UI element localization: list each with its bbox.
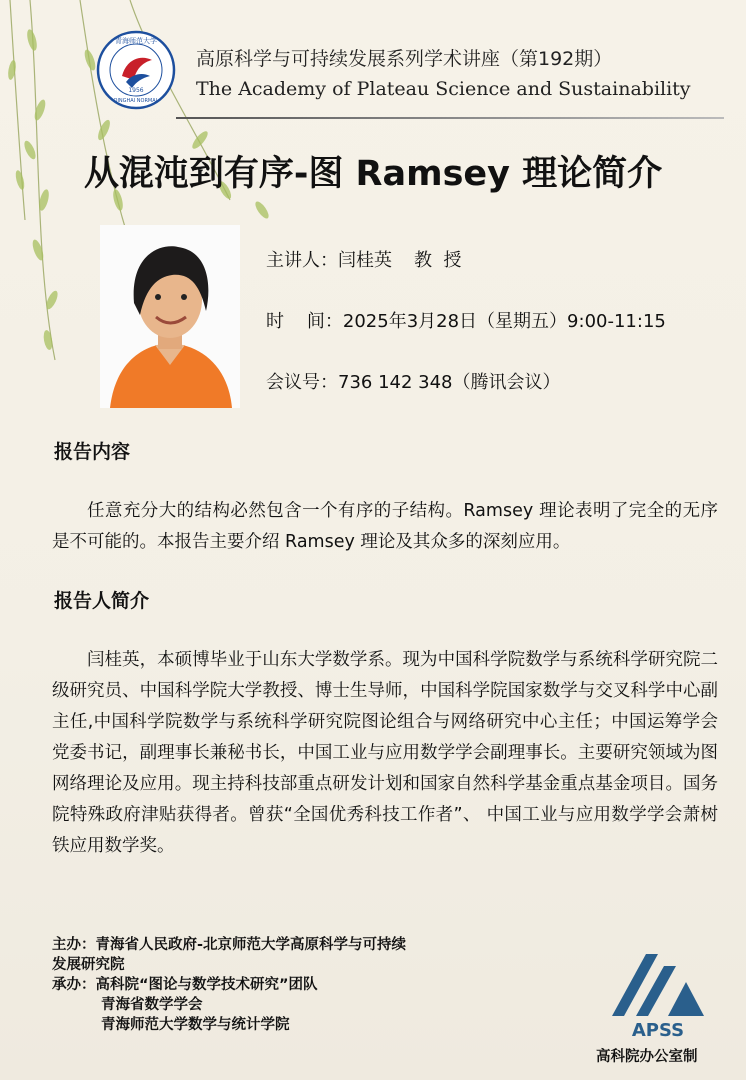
series-title-en: The Academy of Plateau Science and Sustainability: [196, 78, 691, 100]
report-text: 任意充分大的结构必然包含一个有序的子结构。Ramsey 理论表明了完全的无序是不可能的。本报告主要介绍 Ramsey 理论及其众多的深刻应用。: [52, 501, 718, 552]
co-organizer-2: 青海省数学学会: [101, 997, 203, 1013]
lecture-title: 从混沌到有序-图 Ramsey 理论简介: [83, 154, 663, 194]
host-label: 主办：: [52, 937, 96, 953]
meeting-line: [266, 368, 561, 394]
svg-text:青海师范大学: 青海师范大学: [115, 37, 157, 45]
report-heading: 报告内容: [54, 441, 131, 463]
host-organizer: [52, 935, 406, 975]
university-logo: [96, 30, 176, 110]
time-line: [266, 307, 666, 333]
bio-heading: 报告人简介: [54, 590, 150, 612]
co-organizers: [52, 975, 318, 1035]
meeting-label: 会议号：: [266, 372, 338, 393]
time-value: 2025年3月28日（星期五）9:00-11:15: [342, 311, 666, 332]
meeting-id: 736 142 348（腾讯会议）: [338, 372, 561, 393]
speaker-label: 主讲人：: [266, 250, 338, 271]
svg-text:1956: 1956: [128, 87, 144, 94]
co-label: 承办：: [52, 977, 96, 993]
speaker-photo: [100, 225, 240, 408]
host-line-1: 青海省人民政府-北京师范大学高原科学与可持续: [95, 937, 407, 953]
speaker-rank: 教 授: [414, 250, 462, 271]
time-label: 时 间：: [266, 311, 343, 332]
host-line-2: 发展研究院: [52, 957, 125, 973]
svg-text:QINGHAI NORMAL: QINGHAI NORMAL: [113, 98, 159, 104]
co-organizer-3: 青海师范大学数学与统计学院: [101, 1017, 290, 1033]
header-divider: [176, 117, 724, 119]
footer-credit: 高科院办公室制: [596, 1049, 698, 1065]
apss-logo: [606, 948, 710, 1040]
bio-text: 闫桂英，本硕博毕业于山东大学数学系。现为中国科学院数学与系统科学研究院二级研究员、中国科学院大学教授、博士生导师，中国科学院国家数学与交叉科学中心副主任,中国科学院数学与系统科学研究院图论组合与网络研究中心主任；中国运筹学会党委书记，副理事长兼秘书长，中国工业与应用数学学会副理事长。主要研究领域为图网络理论及应用。现主持科技部重点研发计划和国家自然科学基金重点基金项目。国务院特殊政府津贴获得者。曾获“全国优秀科技工作者”、 中国工业与应用数学学会萧树铁应用数学奖。: [52, 650, 718, 856]
series-title-cn: 高原科学与可持续发展系列学术讲座（第192期）: [196, 48, 613, 70]
speaker-name: 闫桂英: [338, 250, 392, 271]
speaker-line: [266, 246, 461, 272]
co-organizer-1: 高科院“图论与数学技术研究”团队: [95, 977, 318, 993]
apss-logo-text: APSS: [631, 1020, 685, 1040]
